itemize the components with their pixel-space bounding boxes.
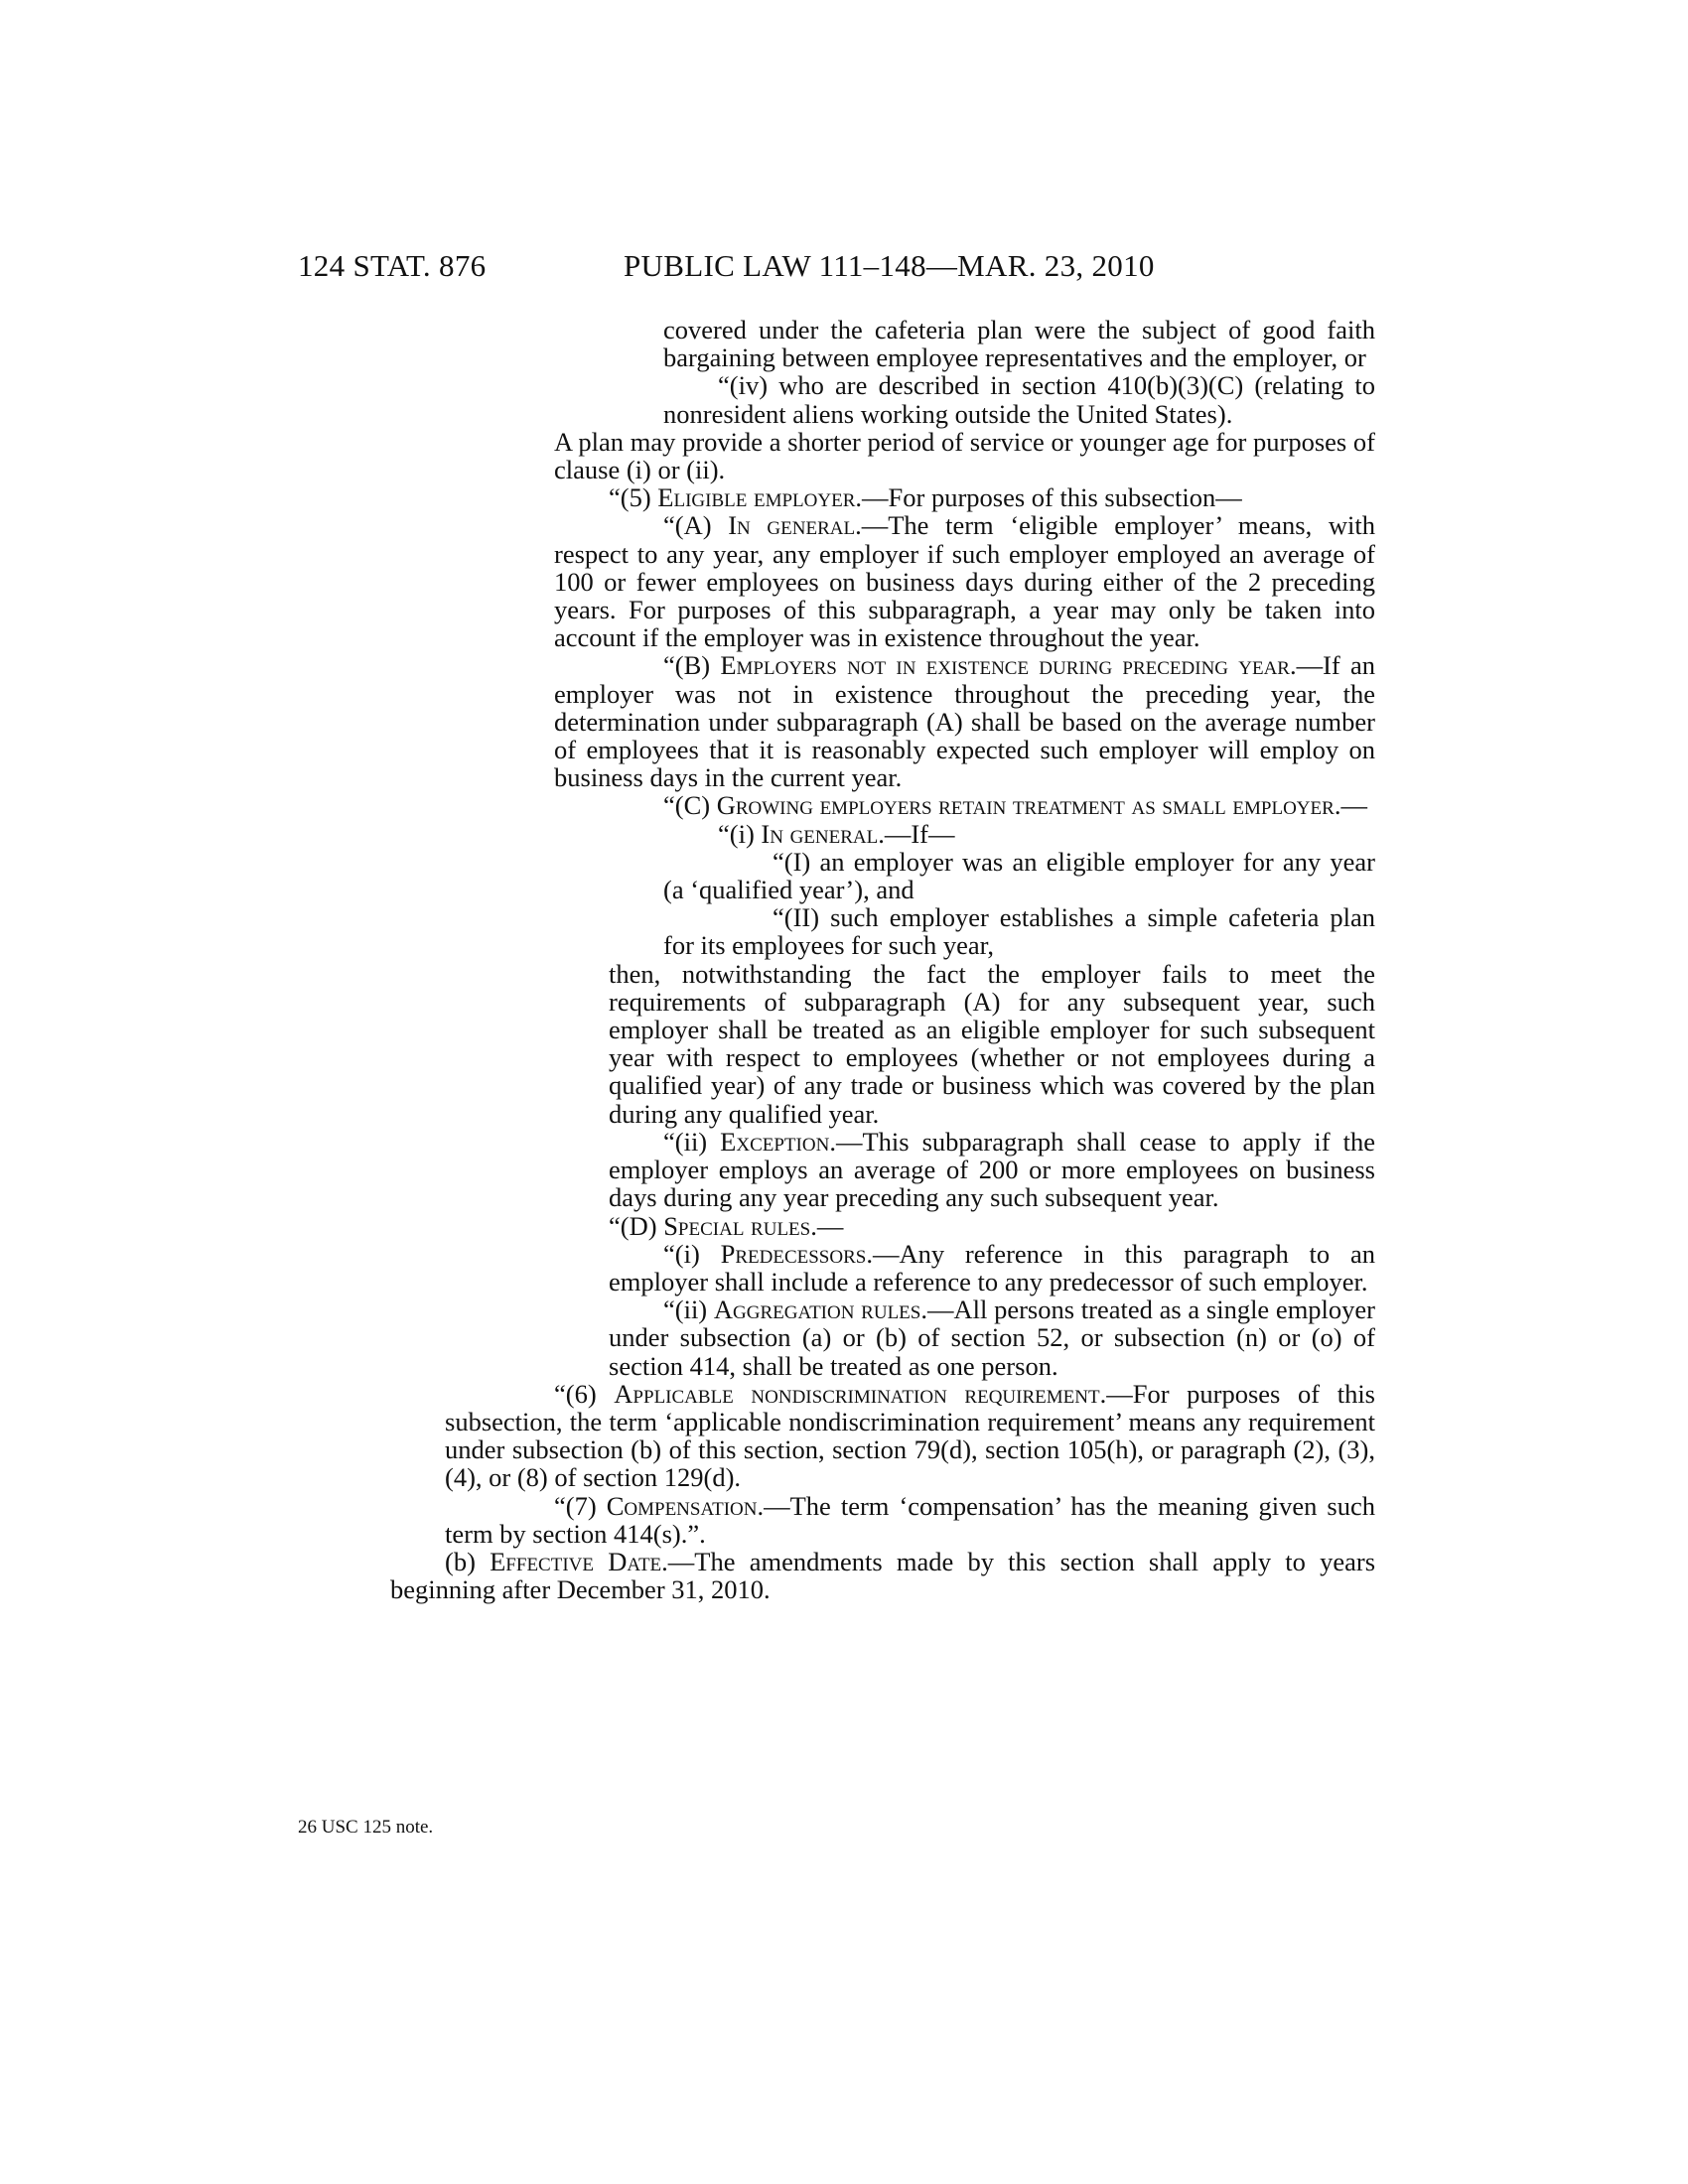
para-continuation: covered under the cafeteria plan were the subject of good faith bargaining between employee representatives and the employer, or <box>663 315 1375 373</box>
heading-employers-not-in-existence: Employers not in existence during preceding year <box>720 650 1290 681</box>
para-b-effective-date: (b) Effective Date.—The amendments made by this section shall apply to years beginning after December 31, 2010. <box>390 1546 1376 1605</box>
para-5D-i: “(i) Predecessors.—Any reference in this paragraph to an employer shall include a reference to any predecessor of such employer. <box>609 1238 1375 1297</box>
para-5C-i-II: “(II) such employer establishes a simple cafeteria plan for its employees for such year, <box>663 902 1375 961</box>
para-5C: “(C) Growing employers retain treatment as small employer.— <box>663 790 1367 821</box>
para-5C-i: “(i) In general.—If— <box>718 818 955 849</box>
page-stat-number: 124 STAT. 876 <box>298 248 487 283</box>
para-5C-ii: “(ii) Exception.—This subparagraph shall cease to apply if the employer employs an average of 200 or more employees on business days during any year preceding any such subsequent year. <box>609 1126 1375 1213</box>
heading-compensation: Compensation <box>606 1490 758 1521</box>
para-5-eligible-employer: “(5) Eligible employer.—For purposes of this subsection— <box>609 482 1242 513</box>
para-5A: “(A) In general.—The term ‘eligible employer’ means, with respect to any year, any employer if such employer employed an average of 100 or fewer employees on business days during either of the 2 preceding years. For purposes of this subparagraph, a year may only be taken into account if the employer was in existence throughout the year. <box>554 510 1375 653</box>
heading-exception: Exception <box>720 1126 830 1157</box>
para-5D-ii: “(ii) Aggregation rules.—All persons treated as a single employer under subsection (a) or (b) of section 52, or subsection (n) or (o) of section 414, shall be treated as one person. <box>609 1295 1375 1381</box>
statute-body <box>390 315 1376 1605</box>
para-plan-note: A plan may provide a shorter period of service or younger age for purposes of clause (i) or (ii). <box>554 426 1375 485</box>
heading-in-general: In general <box>728 510 856 541</box>
heading-eligible-employer: Eligible employer <box>657 482 856 513</box>
para-clause-iv: “(iv) who are described in section 410(b)(3)(C) (relating to nonresident aliens working outside the United States). <box>663 370 1375 429</box>
heading-predecessors: Predecessors <box>720 1238 867 1269</box>
para-5C-i-then: then, notwithstanding the fact the employer fails to meet the requirements of subparagraph (A) for any subsequent year, such employer shall be treated as an eligible employer for such subsequent year with respect to employees (whether or not employees during a qualified year) of any trade or business which was covered by the plan during any qualified year. <box>609 958 1375 1129</box>
heading-growing-employers: Growing employers retain treatment as small employer <box>716 790 1335 821</box>
heading-applicable-nondiscrimination: Applicable nondiscrimination requirement <box>614 1378 1100 1409</box>
para-5D: “(D) Special rules.— <box>609 1210 844 1241</box>
para-5C-i-I: “(I) an employer was an eligible employer for any year (a ‘qualified year’), and <box>663 846 1375 905</box>
heading-effective-date: Effective Date <box>490 1546 662 1576</box>
para-7: “(7) Compensation.—The term ‘compensation’ has the meaning given such term by section 414(s).”. <box>445 1490 1375 1549</box>
heading-in-general-2: In general <box>761 818 879 849</box>
margin-citation-note: 26 USC 125 note. <box>298 1817 434 1838</box>
para-5B: “(B) Employers not in existence during preceding year.—If an employer was not in existence throughout the preceding year, the determination under subparagraph (A) shall be based on the average number of employees that it is reasonably expected such employer will employ on business days in the current year. <box>554 650 1375 793</box>
heading-aggregation-rules: Aggregation rules <box>713 1295 921 1325</box>
heading-special-rules: Special rules <box>663 1210 811 1241</box>
para-6: “(6) Applicable nondiscrimination requirement.—For purposes of this subsection, the term ‘applicable nondiscrimination requirement’ means any requirement under subsection (b) of this section, section 79(d), section 105(h), or paragraph (2), (3), (4), or (8) of section 129(d). <box>445 1378 1375 1493</box>
page-running-head: PUBLIC LAW 111–148—MAR. 23, 2010 <box>624 248 1155 283</box>
